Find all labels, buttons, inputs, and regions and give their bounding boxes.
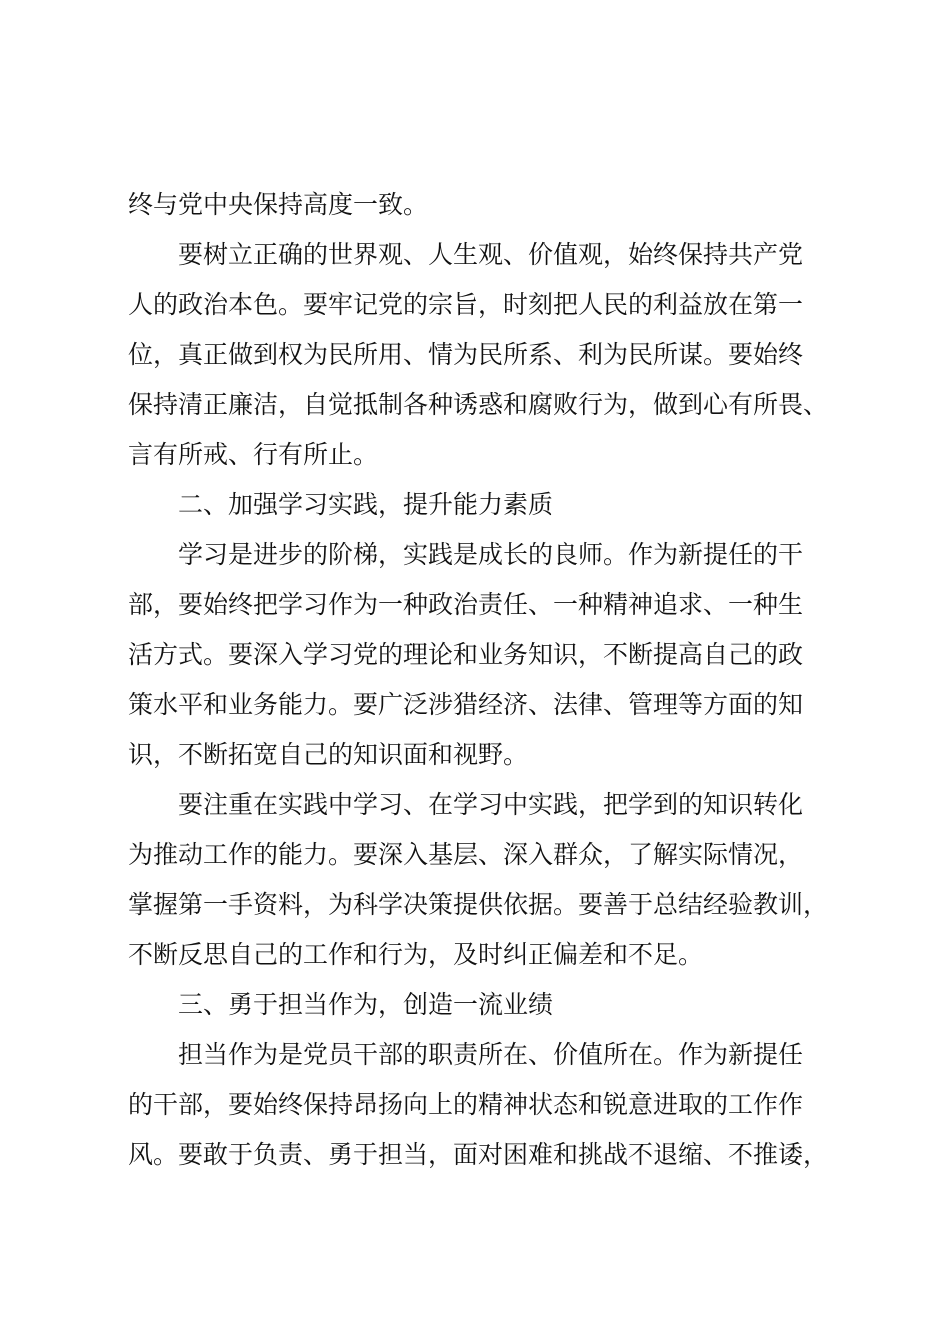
- text-line: 的干部，要始终保持昂扬向上的精神状态和锐意进取的工作作: [128, 1090, 804, 1119]
- text-line: 为推动工作的能力。要深入基层、深入群众，了解实际情况，: [128, 840, 804, 869]
- text-line: 识，不断拓宽自己的知识面和视野。: [128, 740, 529, 769]
- text-line: 保持清正廉洁，自觉抵制各种诱惑和腐败行为，做到心有所畏、: [128, 390, 829, 419]
- text-line: 人的政治本色。要牢记党的宗旨，时刻把人民的利益放在第一: [128, 290, 804, 319]
- text-line: 策水平和业务能力。要广泛涉猎经济、法律、管理等方面的知: [128, 690, 804, 719]
- paragraph-first-line: 学习是进步的阶梯，实践是成长的良师。作为新提任的干: [178, 540, 804, 569]
- paragraph-first-line: 要树立正确的世界观、人生观、价值观，始终保持共产党: [178, 240, 804, 269]
- text-line: 部，要始终把学习作为一种政治责任、一种精神追求、一种生: [128, 590, 804, 619]
- paragraph-first-line: 担当作为是党员干部的职责所在、价值所在。作为新提任: [178, 1040, 804, 1069]
- section-heading: 三、勇于担当作为，创造一流业绩: [178, 990, 554, 1019]
- text-line: 风。要敢于负责、勇于担当，面对困难和挑战不退缩、不推诿，: [128, 1140, 829, 1169]
- text-line: 终与党中央保持高度一致。: [128, 190, 429, 219]
- text-line: 言有所戒、行有所止。: [128, 440, 379, 469]
- text-line: 掌握第一手资料，为科学决策提供依据。要善于总结经验教训，: [128, 890, 829, 919]
- paragraph-first-line: 要注重在实践中学习、在学习中实践，把学到的知识转化: [178, 790, 804, 819]
- section-heading: 二、加强学习实践，提升能力素质: [178, 490, 554, 519]
- text-line: 活方式。要深入学习党的理论和业务知识，不断提高自己的政: [128, 640, 804, 669]
- text-line: 不断反思自己的工作和行为，及时纠正偏差和不足。: [128, 940, 704, 969]
- text-line: 位，真正做到权为民所用、情为民所系、利为民所谋。要始终: [128, 340, 804, 369]
